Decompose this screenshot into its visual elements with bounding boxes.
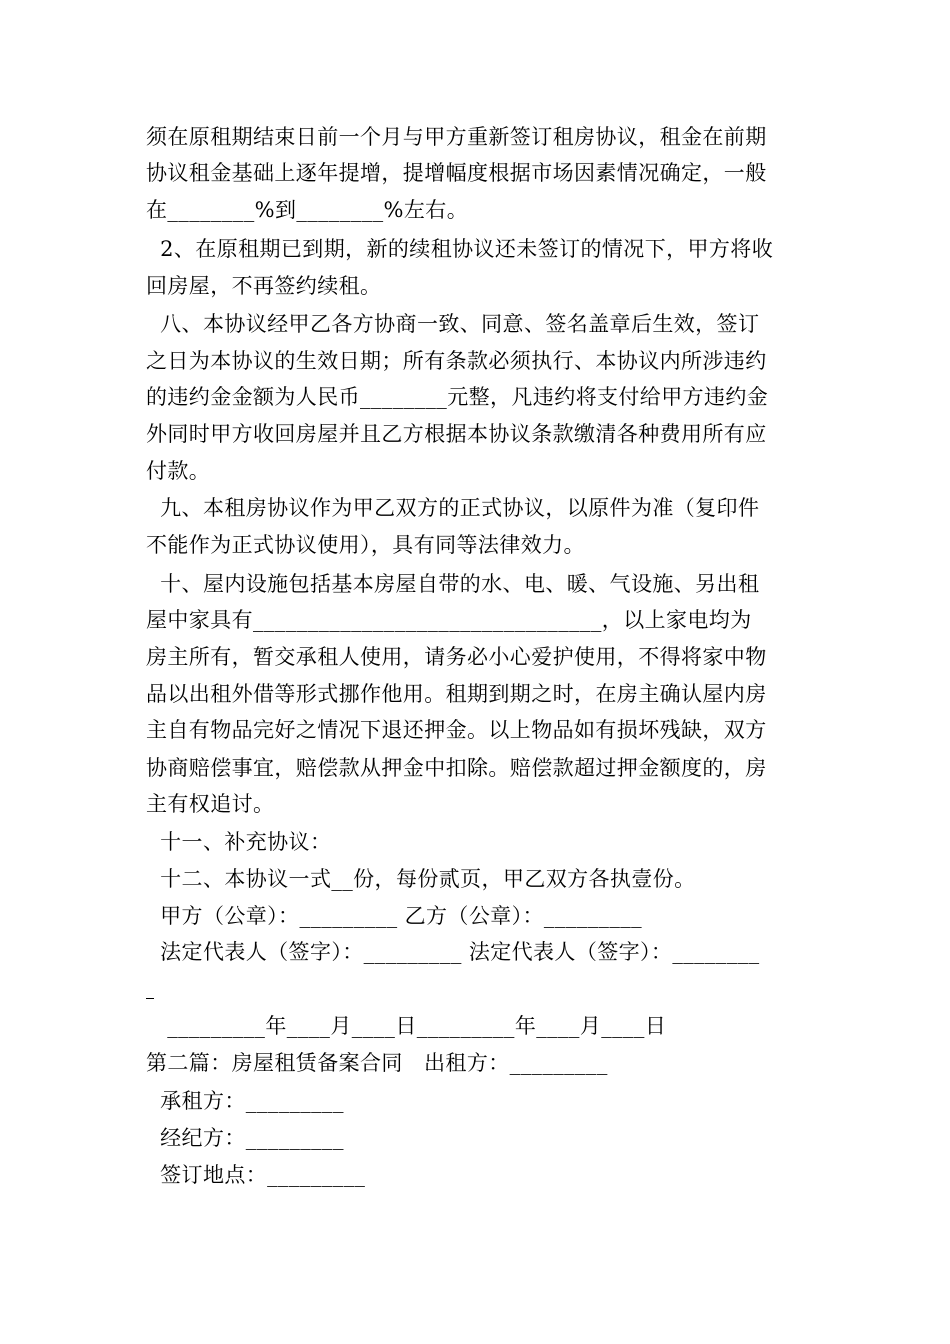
date-line: _________年____月____日_________年____月____日 (146, 1014, 667, 1038)
paragraph-line: 主自有物品完好之情况下退还押金。以上物品如有损坏残缺，双方 (146, 718, 767, 742)
paragraph-line: 主有权追讨。 (146, 792, 275, 816)
field-line-lessee: 承租方：_________ (146, 1089, 344, 1113)
paragraph-line: 品以出租外借等形式挪作他用。租期到期之时，在房主确认屋内房 (146, 682, 767, 706)
paragraph-line: 十二、本协议一式__份，每份贰页，甲乙双方各执壹份。 (146, 867, 696, 891)
signature-line-party: 甲方（公章）：_________ 乙方（公章）：_________ (146, 904, 643, 928)
paragraph-line: 十一、补充协议： (146, 830, 332, 854)
paragraph-line: 协商赔偿事宜，赔偿款从押金中扣除。赔偿款超过押金额度的，房 (146, 756, 767, 780)
signature-line-representative: 法定代表人（签字）：_________ 法定代表人（签字）：________ (146, 940, 760, 964)
paragraph-line: 屋中家具有________________________________，以上家电均为 (146, 608, 752, 632)
wrapped-underscore (146, 998, 154, 999)
paragraph-line: 之日为本协议的生效日期；所有条款必须执行、本协议内所涉违约 (146, 349, 767, 373)
paragraph-line: 的违约金金额为人民币________元整，凡违约将支付给甲方违约金 (146, 385, 769, 409)
paragraph-line: 九、本租房协议作为甲乙双方的正式协议，以原件为准（复印件 (146, 496, 760, 520)
paragraph-line: 回房屋，不再签约续租。 (146, 274, 382, 298)
paragraph-line: 不能作为正式协议使用），具有同等法律效力。 (146, 533, 585, 557)
paragraph-line: 外同时甲方收回房屋并且乙方根据本协议条款缴清各种费用所有应 (146, 422, 767, 446)
paragraph-line: 付款。 (146, 459, 211, 483)
paragraph-line: 在________%到________%左右。 (146, 198, 469, 222)
paragraph-line: 房主所有，暂交承租人使用，请务必小心爱护使用，不得将家中物 (146, 645, 767, 669)
paragraph-line: 须在原租期结束日前一个月与甲方重新签订租房协议，租金在前期 (146, 125, 767, 149)
field-line-agent: 经纪方：_________ (146, 1126, 344, 1150)
paragraph-line: 八、本协议经甲乙各方协商一致、同意、签名盖章后生效，签订 (146, 312, 760, 336)
field-line-signing-place: 签订地点：_________ (146, 1163, 366, 1187)
paragraph-line: 2、在原租期已到期，新的续租协议还未签订的情况下，甲方将收 (146, 237, 774, 261)
paragraph-line: 十、屋内设施包括基本房屋自带的水、电、暖、气设施、另出租 (146, 572, 760, 596)
section-heading: 第二篇：房屋租赁备案合同 出租方：_________ (146, 1051, 608, 1075)
paragraph-line: 协议租金基础上逐年提增，提增幅度根据市场因素情况确定，一般 (146, 161, 767, 185)
